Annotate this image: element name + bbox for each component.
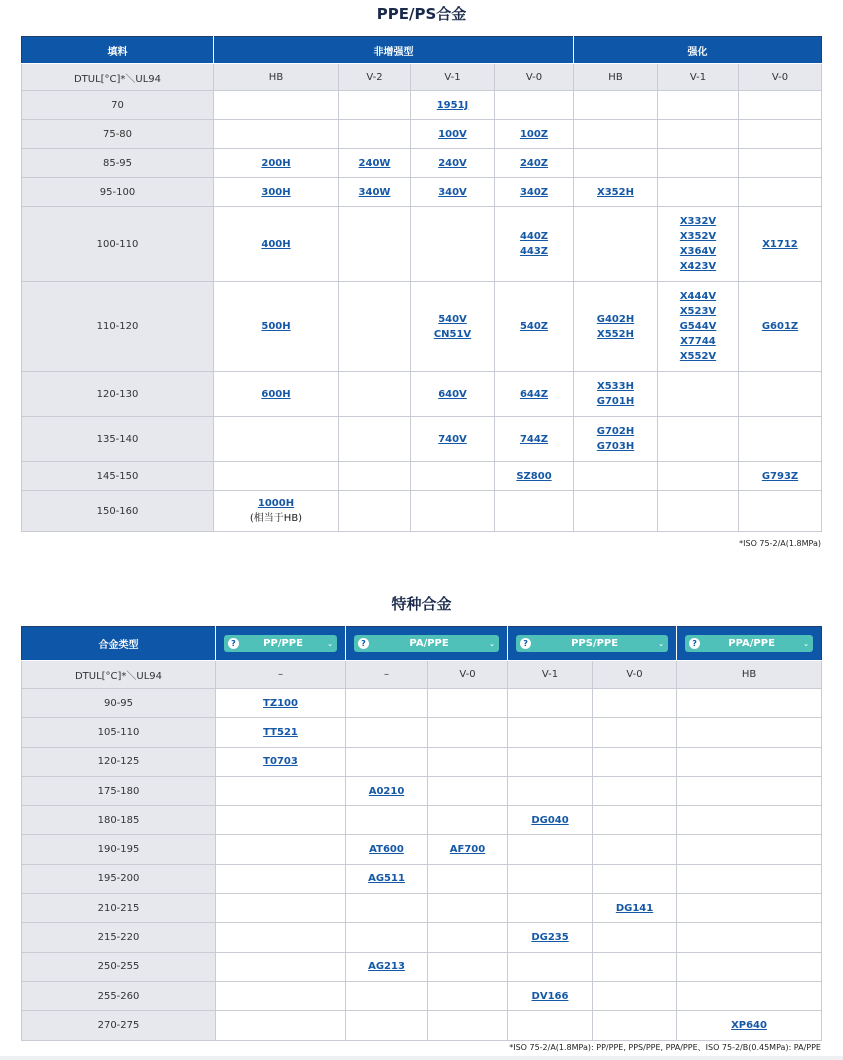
grade-link[interactable]: 443Z xyxy=(519,246,549,257)
dtul-range-label: 85-95 xyxy=(22,149,214,178)
alloy-group-label: PPA/PPE xyxy=(728,638,775,649)
grade-cell xyxy=(495,91,574,120)
grade-cell xyxy=(508,689,593,718)
grade-cell xyxy=(216,689,346,718)
grade-cell xyxy=(739,417,822,462)
grade-link[interactable]: X7744 xyxy=(680,336,716,347)
dtul-range-label: 190-195 xyxy=(22,835,216,864)
subheader-cell: HB xyxy=(574,64,658,91)
grade-cell xyxy=(216,894,346,923)
grade-cell xyxy=(411,91,495,120)
dtul-range-label: 120-125 xyxy=(22,747,216,776)
dtul-range-label: 195-200 xyxy=(22,864,216,893)
grade-cell xyxy=(593,776,677,805)
grade-cell xyxy=(658,417,739,462)
dtul-range-label: 70 xyxy=(22,91,214,120)
help-icon[interactable]: ? xyxy=(520,638,531,649)
grade-cell xyxy=(677,689,822,718)
grade-link[interactable]: 640V xyxy=(438,388,467,400)
table-row xyxy=(22,120,822,149)
grade-link[interactable]: 100V xyxy=(438,128,467,140)
grade-link[interactable]: 340V xyxy=(438,186,467,198)
alloy-group-label: PP/PPE xyxy=(263,638,303,649)
grade-cell xyxy=(495,120,574,149)
alloy-group-select[interactable] xyxy=(354,635,499,652)
grade-cell xyxy=(216,806,346,835)
grade-cell xyxy=(658,149,739,178)
grade-cell xyxy=(677,952,822,981)
grade-link[interactable]: TZ100 xyxy=(263,697,298,709)
table-row xyxy=(22,981,822,1010)
subheader-cell: V-1 xyxy=(508,661,593,689)
subheader-cell: V-0 xyxy=(428,661,508,689)
dtul-range-label: 180-185 xyxy=(22,806,216,835)
grade-link[interactable]: 644Z xyxy=(519,388,549,400)
table-row xyxy=(22,372,822,417)
grade-link[interactable]: G402H xyxy=(596,313,635,325)
grade-link[interactable]: 100Z xyxy=(519,128,549,140)
grade-cell xyxy=(508,894,593,923)
grade-link[interactable]: X444V xyxy=(679,291,717,302)
alloy-type-header: 合金类型 xyxy=(22,627,216,661)
help-icon[interactable]: ? xyxy=(228,638,239,649)
grade-cell xyxy=(574,91,658,120)
help-icon[interactable]: ? xyxy=(689,638,700,649)
table-row xyxy=(22,864,822,893)
subheader-cell: V-1 xyxy=(658,64,739,91)
grade-cell xyxy=(214,462,339,491)
alloy-group-select[interactable] xyxy=(516,635,668,652)
alloy-group-select[interactable] xyxy=(685,635,813,652)
chevron-down-icon: ⌄ xyxy=(803,639,810,648)
dtul-range-label: 215-220 xyxy=(22,923,216,952)
subheader-cell: DTUL[°C]*＼UL94 xyxy=(22,64,214,91)
grade-cell xyxy=(216,747,346,776)
grade-link[interactable]: DV166 xyxy=(531,990,569,1002)
grade-cell xyxy=(739,491,822,532)
grade-cell xyxy=(346,747,428,776)
grade-note: (相当于HB) xyxy=(249,513,303,524)
grade-cell xyxy=(411,178,495,207)
grade-cell xyxy=(508,981,593,1010)
grade-cell xyxy=(495,178,574,207)
grade-cell xyxy=(677,776,822,805)
dtul-range-label: 255-260 xyxy=(22,981,216,1010)
chevron-down-icon: ⌄ xyxy=(489,639,496,648)
grade-link[interactable]: X352V xyxy=(679,231,717,242)
grade-link[interactable]: X1712 xyxy=(762,238,798,250)
grade-cell xyxy=(346,864,428,893)
table-row xyxy=(22,923,822,952)
table-row xyxy=(22,747,822,776)
grade-cell xyxy=(677,718,822,747)
subheader-cell: – xyxy=(346,661,428,689)
grade-cell xyxy=(346,923,428,952)
grade-link[interactable]: 540Z xyxy=(519,321,549,332)
grade-link[interactable]: 440Z xyxy=(519,231,549,242)
grade-cell xyxy=(346,776,428,805)
grade-link[interactable]: X523V xyxy=(679,306,717,317)
grade-cell xyxy=(677,835,822,864)
grade-link[interactable]: 1951J xyxy=(436,99,469,111)
alloy-group-header xyxy=(508,627,677,661)
grade-cell xyxy=(339,120,411,149)
grade-cell xyxy=(739,207,822,282)
grade-cell xyxy=(658,178,739,207)
grade-cell xyxy=(658,491,739,532)
grade-cell xyxy=(508,835,593,864)
footnote-iso: *ISO 75-2/A(1.8MPa) xyxy=(739,539,821,548)
table-row xyxy=(22,491,822,532)
grade-cell xyxy=(216,923,346,952)
dtul-range-label: 95-100 xyxy=(22,178,214,207)
grade-link[interactable]: G702H xyxy=(596,426,635,437)
grade-link[interactable]: 400H xyxy=(261,238,291,250)
grade-link[interactable]: 740V xyxy=(438,433,467,445)
grade-cell xyxy=(339,491,411,532)
grade-link[interactable]: X332V xyxy=(679,216,717,227)
grade-cell xyxy=(339,91,411,120)
grade-link[interactable]: X552V xyxy=(679,351,717,362)
dtul-range-label: 145-150 xyxy=(22,462,214,491)
grade-cell xyxy=(346,689,428,718)
grade-cell xyxy=(574,120,658,149)
grade-cell xyxy=(593,806,677,835)
grade-cell xyxy=(574,282,658,372)
grade-cell xyxy=(508,864,593,893)
grade-link[interactable]: A0210 xyxy=(368,785,405,797)
grade-cell xyxy=(593,981,677,1010)
table-row xyxy=(22,894,822,923)
grade-cell xyxy=(739,149,822,178)
table-row xyxy=(22,149,822,178)
grade-link[interactable]: 340Z xyxy=(519,186,549,198)
subheader-cell: V-0 xyxy=(495,64,574,91)
grade-link[interactable]: 600H xyxy=(261,388,291,400)
grade-cell xyxy=(411,282,495,372)
grade-cell xyxy=(428,689,508,718)
grade-cell xyxy=(658,91,739,120)
dtul-range-label: 250-255 xyxy=(22,952,216,981)
dtul-range-label: 150-160 xyxy=(22,491,214,532)
table-row xyxy=(22,689,822,718)
grade-cell xyxy=(214,282,339,372)
grade-cell xyxy=(508,952,593,981)
grade-link[interactable]: T0703 xyxy=(263,756,298,768)
subheader-cell: V-0 xyxy=(739,64,822,91)
grade-link[interactable]: G701H xyxy=(596,396,635,407)
table-row xyxy=(22,282,822,372)
grade-cell xyxy=(574,207,658,282)
dtul-range-label: 120-130 xyxy=(22,372,214,417)
table-row xyxy=(22,806,822,835)
grade-cell xyxy=(574,372,658,417)
grade-cell xyxy=(216,776,346,805)
grade-cell xyxy=(739,91,822,120)
grade-cell xyxy=(508,806,593,835)
grade-cell xyxy=(346,1011,428,1040)
table-row xyxy=(22,718,822,747)
grade-cell xyxy=(411,372,495,417)
grade-cell xyxy=(411,462,495,491)
alloy-group-label: PA/PPE xyxy=(409,638,449,649)
grade-cell xyxy=(677,1011,822,1040)
footnote-iso-special: *ISO 75-2/A(1.8MPa): PP/PPE, PPS/PPE, PPA/PPE、ISO 75-2/B(0.45MPa): PA/PPE xyxy=(509,1043,821,1052)
table-row xyxy=(22,462,822,491)
grade-cell xyxy=(216,1011,346,1040)
grade-cell xyxy=(677,806,822,835)
grade-cell xyxy=(214,372,339,417)
grade-cell xyxy=(495,372,574,417)
grade-cell xyxy=(411,417,495,462)
filler-header: 填料 xyxy=(22,37,214,64)
dtul-range-label: 100-110 xyxy=(22,207,214,282)
grade-cell xyxy=(508,776,593,805)
grade-cell xyxy=(214,178,339,207)
grade-link[interactable]: X364V xyxy=(679,246,717,257)
grade-cell xyxy=(593,952,677,981)
grade-cell xyxy=(658,207,739,282)
grade-link[interactable]: CN51V xyxy=(433,328,472,340)
grade-cell xyxy=(677,923,822,952)
grade-cell xyxy=(739,462,822,491)
grade-cell xyxy=(346,835,428,864)
grade-cell xyxy=(593,894,677,923)
grade-link[interactable]: X423V xyxy=(679,261,717,272)
grade-cell xyxy=(739,282,822,372)
grade-cell xyxy=(339,417,411,462)
grade-cell xyxy=(339,178,411,207)
grade-cell xyxy=(593,1011,677,1040)
grade-cell xyxy=(574,178,658,207)
grade-cell xyxy=(428,776,508,805)
grade-link[interactable]: X552H xyxy=(597,328,634,340)
grade-cell xyxy=(428,806,508,835)
grade-link[interactable]: XP640 xyxy=(731,1019,767,1031)
alloy-group-select[interactable] xyxy=(224,635,337,652)
grade-cell xyxy=(339,207,411,282)
grade-cell xyxy=(658,462,739,491)
chevron-down-icon: ⌄ xyxy=(658,639,665,648)
dtul-range-label: 90-95 xyxy=(22,689,216,718)
dtul-range-label: 270-275 xyxy=(22,1011,216,1040)
grade-link[interactable]: 1000H xyxy=(257,498,295,509)
grade-cell xyxy=(495,149,574,178)
grade-cell xyxy=(677,864,822,893)
grade-cell xyxy=(346,952,428,981)
grade-link[interactable]: 240W xyxy=(358,157,391,169)
grade-link[interactable]: 240Z xyxy=(519,157,549,169)
grade-link[interactable]: DG141 xyxy=(615,902,654,914)
table-row xyxy=(22,835,822,864)
alloy-group-header xyxy=(677,627,822,661)
alloy-group-header xyxy=(216,627,346,661)
grade-cell xyxy=(428,1011,508,1040)
grade-cell xyxy=(508,1011,593,1040)
grade-cell xyxy=(677,747,822,776)
grade-link[interactable]: DG040 xyxy=(531,814,569,826)
grade-cell xyxy=(216,835,346,864)
grade-cell xyxy=(346,718,428,747)
grade-cell xyxy=(574,149,658,178)
grade-cell xyxy=(428,981,508,1010)
subheader-cell: – xyxy=(216,661,346,689)
help-icon[interactable]: ? xyxy=(358,638,369,649)
grade-cell xyxy=(346,894,428,923)
grade-link[interactable]: X352H xyxy=(597,186,634,198)
table-row xyxy=(22,417,822,462)
subheader-cell: DTUL[°C]*＼UL94 xyxy=(22,661,216,689)
grade-cell xyxy=(411,120,495,149)
ppe-ps-alloy-table xyxy=(21,36,822,532)
grade-link[interactable]: AG213 xyxy=(368,961,405,973)
grade-cell xyxy=(428,952,508,981)
grade-link[interactable]: TT521 xyxy=(263,726,298,738)
grade-cell xyxy=(411,491,495,532)
grade-cell xyxy=(508,747,593,776)
grade-cell xyxy=(339,282,411,372)
grade-link[interactable]: 340W xyxy=(358,186,391,198)
grade-cell xyxy=(214,91,339,120)
grade-cell xyxy=(593,718,677,747)
dtul-range-label: 105-110 xyxy=(22,718,216,747)
grade-cell xyxy=(508,923,593,952)
grade-cell xyxy=(428,923,508,952)
grade-cell xyxy=(214,149,339,178)
subheader-cell: HB xyxy=(214,64,339,91)
grade-cell xyxy=(428,864,508,893)
grade-cell xyxy=(739,120,822,149)
grade-cell xyxy=(495,207,574,282)
grade-cell xyxy=(339,462,411,491)
grade-cell xyxy=(593,747,677,776)
table-row xyxy=(22,1011,822,1040)
grade-link[interactable]: AG511 xyxy=(368,873,405,885)
grade-cell xyxy=(411,149,495,178)
reinforced-header: 强化 xyxy=(574,37,822,64)
dtul-range-label: 210-215 xyxy=(22,894,216,923)
grade-cell xyxy=(428,747,508,776)
grade-cell xyxy=(593,689,677,718)
grade-cell xyxy=(495,417,574,462)
grade-cell xyxy=(428,894,508,923)
grade-cell xyxy=(593,835,677,864)
grade-link[interactable]: AF700 xyxy=(449,844,486,856)
grade-cell xyxy=(346,806,428,835)
grade-cell xyxy=(658,120,739,149)
grade-cell xyxy=(677,894,822,923)
section-title-ppe-ps: PPE/PS合金 xyxy=(376,5,467,23)
grade-link[interactable]: 300H xyxy=(261,186,291,198)
grade-cell xyxy=(339,372,411,417)
grade-cell xyxy=(428,718,508,747)
grade-cell xyxy=(593,864,677,893)
grade-link[interactable]: 200H xyxy=(261,157,291,169)
grade-cell xyxy=(508,718,593,747)
subheader-cell: V-1 xyxy=(411,64,495,91)
grade-link[interactable]: G793Z xyxy=(761,470,799,482)
grade-cell xyxy=(216,952,346,981)
grade-cell xyxy=(574,491,658,532)
grade-cell xyxy=(214,417,339,462)
grade-link[interactable]: X533H xyxy=(597,381,634,392)
subheader-cell: V-2 xyxy=(339,64,411,91)
dtul-range-label: 75-80 xyxy=(22,120,214,149)
table-row xyxy=(22,952,822,981)
grade-cell xyxy=(411,207,495,282)
table-row xyxy=(22,207,822,282)
nonreinforced-header: 非增强型 xyxy=(214,37,574,64)
table-row xyxy=(22,91,822,120)
grade-cell xyxy=(739,372,822,417)
grade-cell xyxy=(216,864,346,893)
table-row xyxy=(22,776,822,805)
grade-cell xyxy=(574,462,658,491)
grade-link[interactable]: SZ800 xyxy=(516,470,552,482)
chevron-down-icon: ⌄ xyxy=(327,639,333,648)
grade-cell xyxy=(658,282,739,372)
grade-link[interactable]: 240V xyxy=(438,157,467,169)
subheader-cell: V-0 xyxy=(593,661,677,689)
grade-cell xyxy=(495,491,574,532)
grade-cell xyxy=(214,207,339,282)
alloy-group-header xyxy=(346,627,508,661)
dtul-range-label: 135-140 xyxy=(22,417,214,462)
grade-cell xyxy=(495,282,574,372)
grade-link[interactable]: G601Z xyxy=(761,321,799,332)
grade-cell xyxy=(495,462,574,491)
subheader-cell: HB xyxy=(677,661,822,689)
grade-cell xyxy=(574,417,658,462)
grade-link[interactable]: 540V xyxy=(438,313,467,325)
grade-link[interactable]: G544V xyxy=(679,321,717,332)
alloy-group-label: PPS/PPE xyxy=(571,638,619,649)
dtul-range-label: 175-180 xyxy=(22,776,216,805)
grade-cell xyxy=(216,981,346,1010)
grade-cell xyxy=(428,835,508,864)
grade-link[interactable]: DG235 xyxy=(531,932,569,944)
grade-cell xyxy=(214,491,339,532)
grade-cell xyxy=(677,981,822,1010)
grade-cell xyxy=(339,149,411,178)
grade-cell xyxy=(346,981,428,1010)
grade-link[interactable]: G703H xyxy=(596,441,635,452)
grade-cell xyxy=(593,923,677,952)
special-alloy-table xyxy=(21,626,822,1041)
table-row xyxy=(22,178,822,207)
grade-cell xyxy=(658,372,739,417)
grade-cell xyxy=(216,718,346,747)
grade-link[interactable]: 744Z xyxy=(519,433,549,445)
grade-link[interactable]: 500H xyxy=(261,321,291,332)
grade-link[interactable]: AT600 xyxy=(369,844,404,856)
section-title-special-alloys: 特种合金 xyxy=(391,595,452,613)
grade-cell xyxy=(739,178,822,207)
dtul-range-label: 110-120 xyxy=(22,282,214,372)
page-bottom-bar xyxy=(0,1056,843,1060)
grade-cell xyxy=(214,120,339,149)
